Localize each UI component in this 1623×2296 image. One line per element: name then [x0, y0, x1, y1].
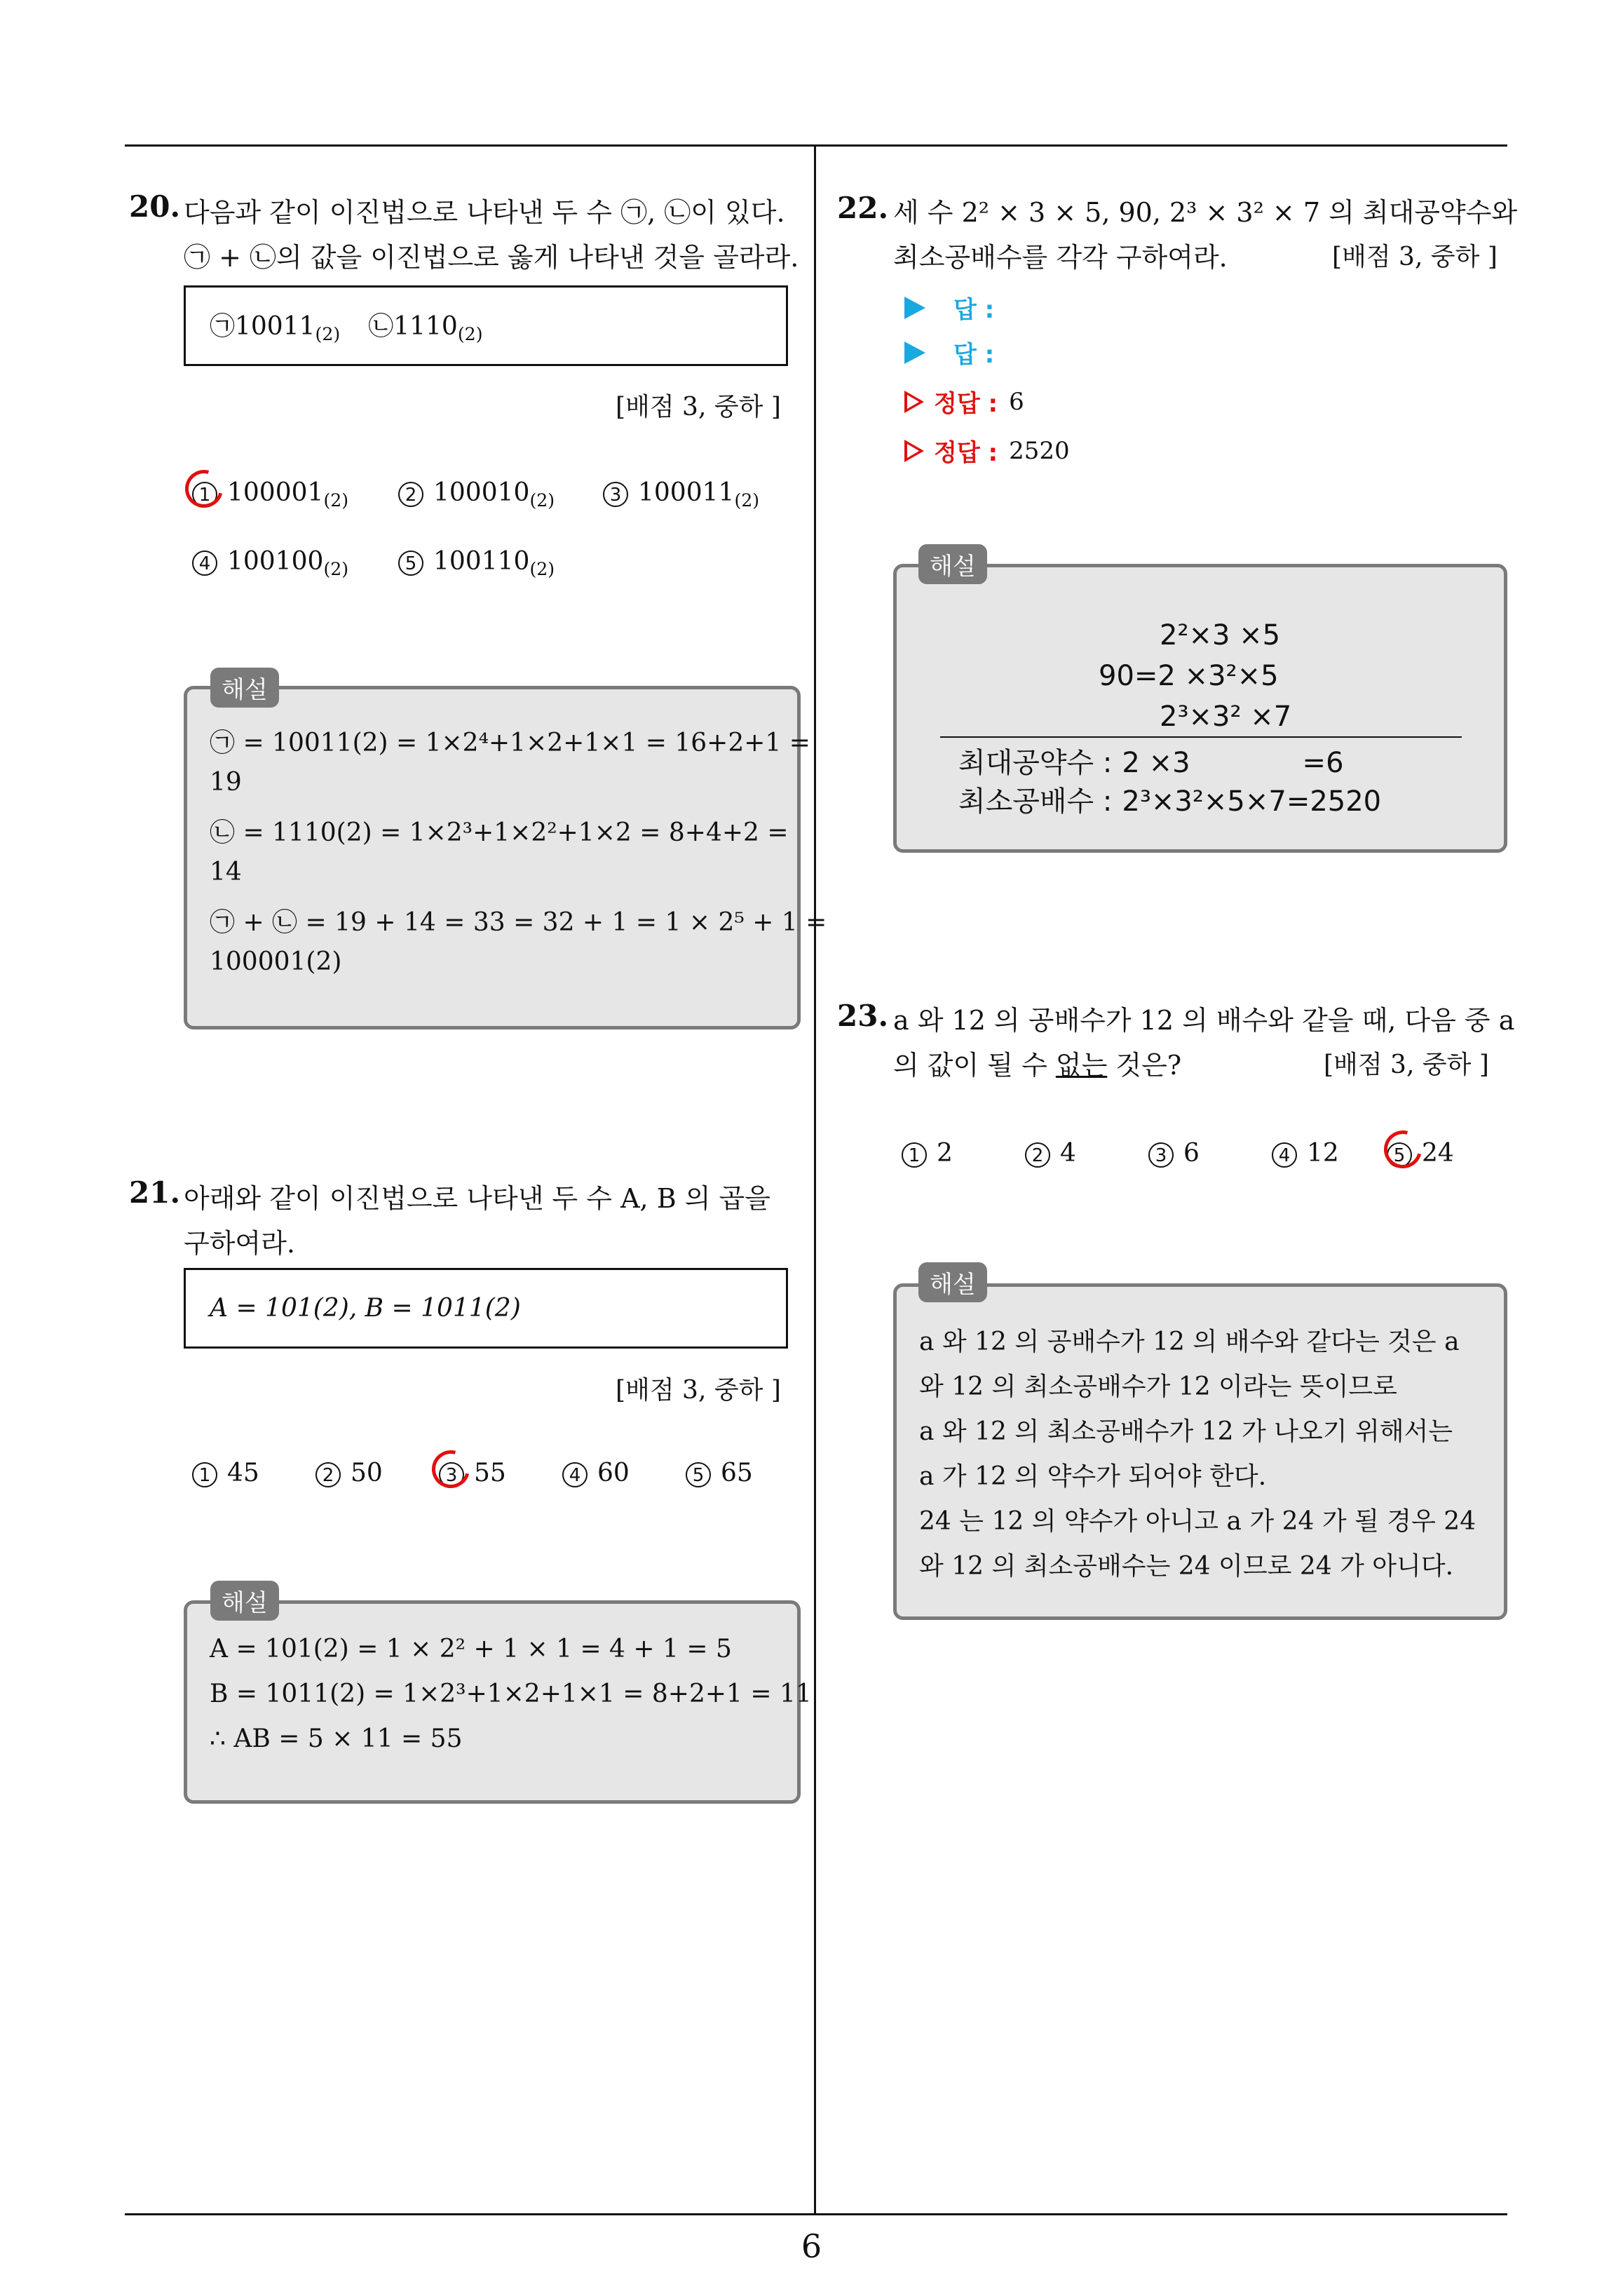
given-a: $㉠10011_{(2)}$	[210, 312, 341, 345]
solution-tag: 해설	[918, 544, 987, 584]
solution-box	[184, 686, 827, 1029]
score-label: [배점 3, 중하 ]	[616, 1376, 781, 1405]
solution-box	[184, 1600, 812, 1804]
option-2[interactable]: 2 $100010_{(2)}$	[398, 478, 603, 511]
option-5[interactable]: 5 24	[1387, 1139, 1454, 1168]
option-5[interactable]: 5 65	[686, 1459, 753, 1487]
correct-answer-1	[904, 384, 1024, 419]
option-4[interactable]: 4 $100100_{(2)}$	[192, 547, 398, 579]
calc-divider	[940, 736, 1462, 738]
option-number: 3	[439, 1462, 464, 1487]
option-number: 2	[398, 482, 423, 507]
option-number: 1	[192, 482, 217, 507]
gcd-row	[958, 741, 1344, 781]
option-number: 2	[315, 1462, 341, 1487]
option-3[interactable]: 3 $100011_{(2)}$	[603, 478, 759, 511]
option-number: 1	[902, 1142, 927, 1168]
option-1[interactable]: 1 $100001_{(2)}$	[192, 478, 398, 511]
option-2[interactable]: 2 50	[315, 1459, 439, 1487]
given-box: A = 101(2), B = 1011(2)	[184, 1268, 788, 1349]
solution-line: a 가 12 의 약수가 되어야 한다.	[919, 1462, 1267, 1491]
question-number: 21.	[129, 1175, 181, 1210]
option-5[interactable]: 5 $100110_{(2)}$	[398, 547, 555, 579]
question-text-line2: 의 값이 될 수 없는 것은?	[893, 1050, 1182, 1081]
answer-field-2[interactable]	[904, 335, 994, 370]
question-number: 22.	[837, 191, 889, 225]
solution-line: 24 는 12 의 약수가 아니고 a 가 24 가 될 경우 24	[919, 1507, 1476, 1536]
solution-tag: 해설	[210, 668, 279, 708]
question-text-line1: a 와 12 의 공배수가 12 의 배수와 같을 때, 다음 중 a	[893, 1005, 1515, 1036]
option-number: 2	[1025, 1142, 1050, 1168]
calc-row-3: 2³×3² ×7	[1160, 701, 1292, 733]
option-number: 4	[562, 1462, 588, 1487]
solution-line: 14	[210, 858, 242, 886]
gcd-result: =6	[1302, 747, 1344, 779]
option-number: 5	[1387, 1142, 1412, 1168]
gcd-label: 최대공약수 :	[958, 747, 1113, 779]
solution-line: B = 1011(2) = 1×2³+1×2+1×1 = 8+2+1 = 11	[210, 1680, 812, 1708]
question-number: 23.	[837, 999, 889, 1033]
outline-arrow-icon	[904, 440, 924, 462]
solution-line: ㉡ = 1110(2) = 1×2³+1×2²+1×2 = 8+4+2 =	[210, 818, 789, 847]
solution-tag: 해설	[210, 1581, 279, 1621]
bottom-rule	[125, 2213, 1507, 2215]
solution-line: a 와 12 의 공배수가 12 의 배수와 같다는 것은 a	[919, 1328, 1460, 1356]
solution-line: 와 12 의 최소공배수는 24 이므로 24 가 아니다.	[919, 1552, 1454, 1581]
option-4[interactable]: 4 12	[1272, 1139, 1387, 1168]
option-number: 5	[686, 1462, 711, 1487]
solution-line: ㉠ + ㉡ = 19 + 14 = 33 = 32 + 1 = 1 × 2⁵ + 1 =	[210, 908, 827, 937]
solution-line: ∴ AB = 5 × 11 = 55	[210, 1724, 463, 1753]
option-number: 3	[1148, 1142, 1174, 1168]
question-number: 20.	[129, 189, 181, 224]
score-label: [배점 3, 중하 ]	[1324, 1051, 1489, 1079]
question-text-line1: 다음과 같이 이진법으로 나타낸 두 수 ㉠, ㉡이 있다.	[184, 197, 785, 228]
answer-options	[192, 1459, 753, 1487]
option-number: 5	[398, 551, 423, 576]
given-b: $㉡1110_{(2)}$	[368, 312, 483, 345]
solution-tag: 해설	[918, 1262, 987, 1302]
option-number: 3	[603, 482, 628, 507]
answer-field-1[interactable]	[904, 290, 994, 325]
score-label: [배점 3, 중하 ]	[1332, 243, 1498, 271]
question-text-line1: 아래와 같이 이진법으로 나타낸 두 수 A, B 의 곱을	[184, 1183, 770, 1214]
answer-options-row2	[192, 547, 555, 579]
correct-label: 정답 :	[934, 390, 998, 418]
top-rule	[125, 144, 1507, 147]
question-text-line1: 세 수 2² × 3 × 5, 90, 2³ × 3² × 7 의 최대공약수와	[893, 197, 1518, 228]
answer-options	[902, 1139, 1454, 1168]
answer-options	[192, 478, 759, 511]
solution-box	[893, 564, 1507, 853]
play-arrow-icon	[904, 342, 925, 364]
option-2[interactable]: 2 4	[1025, 1139, 1148, 1168]
correct-value: 6	[1009, 387, 1024, 416]
option-3[interactable]: 3 6	[1148, 1139, 1272, 1168]
option-number: 4	[192, 551, 217, 576]
solution-line: 19	[210, 768, 242, 797]
question-text-line2: ㉠ + ㉡의 값을 이진법으로 옳게 나타낸 것을 골라라.	[184, 242, 799, 273]
answer-label: 답 :	[953, 296, 995, 324]
correct-value: 2520	[1009, 436, 1070, 465]
correct-label: 정답 :	[934, 439, 998, 467]
column-divider	[814, 144, 816, 2215]
solution-box	[893, 1283, 1507, 1620]
gcd-expr: 2 ×3	[1122, 747, 1190, 779]
page-number: 6	[801, 2227, 822, 2265]
lcm-expr: 2³×3²×5×7=2520	[1122, 785, 1382, 818]
option-3[interactable]: 3 55	[439, 1459, 562, 1487]
option-4[interactable]: 4 60	[562, 1459, 686, 1487]
option-number: 4	[1272, 1142, 1297, 1168]
outline-arrow-icon	[904, 391, 924, 413]
solution-line: 100001(2)	[210, 947, 342, 976]
correct-answer-2	[904, 433, 1070, 468]
solution-line: A = 101(2) = 1 × 2² + 1 × 1 = 4 + 1 = 5	[210, 1635, 732, 1663]
lcm-row	[958, 779, 1381, 819]
option-1[interactable]: 1 45	[192, 1459, 315, 1487]
answer-label: 답 :	[953, 341, 995, 369]
solution-line: 와 12 의 최소공배수가 12 이라는 뜻이므로	[919, 1372, 1397, 1401]
calc-row-1: 2²×3 ×5	[1160, 619, 1281, 651]
play-arrow-icon	[904, 297, 925, 319]
question-text-line2: 최소공배수를 각각 구하여라.	[893, 242, 1228, 273]
solution-line: ㉠ = 10011(2) = 1×2⁴+1×2+1×1 = 16+2+1 =	[210, 729, 810, 757]
solution-line: a 와 12 의 최소공배수가 12 가 나오기 위해서는	[919, 1417, 1453, 1446]
option-number: 1	[192, 1462, 217, 1487]
calc-row-2: 90=2 ×3²×5	[1099, 660, 1279, 692]
underlined-word: 없는	[1055, 1050, 1108, 1081]
question-text-line2: 구하여라.	[184, 1228, 295, 1259]
option-1[interactable]: 1 2	[902, 1139, 1025, 1168]
score-label: [배점 3, 중하 ]	[616, 393, 781, 421]
given-box	[184, 285, 788, 366]
lcm-label: 최소공배수 :	[958, 785, 1113, 818]
